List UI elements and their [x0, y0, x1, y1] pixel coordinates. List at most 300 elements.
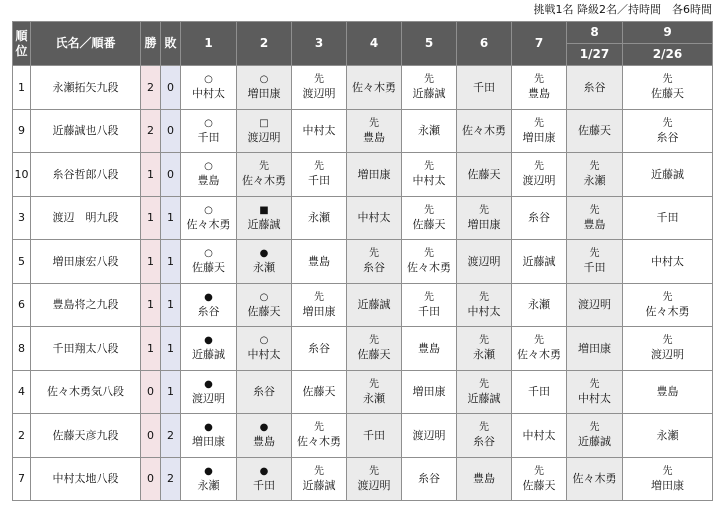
game-cell	[457, 327, 512, 371]
game-cell	[512, 327, 567, 371]
result-mark: 先	[369, 335, 379, 347]
rank-cell: 6	[13, 283, 31, 327]
round-date-8: 1/27	[567, 44, 623, 66]
result-mark: 先	[479, 204, 489, 216]
game-cell	[402, 283, 457, 327]
opponent-name: 糸谷	[583, 80, 606, 94]
opponent-name: 佐藤天	[578, 124, 611, 138]
opponent-name: 増田康	[302, 304, 336, 318]
opponent-name: 糸谷	[253, 385, 275, 399]
opponent-name: 佐藤天	[522, 478, 556, 492]
table-row	[13, 327, 713, 371]
result-mark: 先	[314, 74, 324, 86]
opponent-name: 永瀬	[418, 124, 440, 138]
opponent-name: 佐藤天	[192, 261, 225, 275]
result-mark: ●	[259, 248, 269, 260]
result-mark: ○	[204, 248, 213, 260]
opponent-name: 増田康	[578, 341, 611, 355]
result-mark: ●	[259, 422, 269, 434]
round-header-9: 9	[623, 22, 713, 44]
game-cell	[237, 66, 292, 110]
player-name: 永瀬拓矢九段	[31, 66, 141, 110]
opponent-name: 近藤誠	[412, 87, 446, 101]
game-cell	[402, 370, 457, 414]
result-mark: 先	[369, 465, 379, 477]
game-cell	[512, 283, 567, 327]
game-cell	[623, 196, 713, 240]
game-cell	[567, 240, 623, 284]
opponent-name: 豊島	[656, 385, 679, 399]
player-name: 増田康宏八段	[31, 240, 141, 284]
game-cell	[402, 457, 457, 501]
opponent-name: 渡辺明	[651, 348, 684, 362]
game-cell	[181, 370, 237, 414]
rank-header: 順位	[13, 22, 31, 66]
game-cell	[347, 153, 402, 197]
game-cell	[292, 327, 347, 371]
table-row	[13, 196, 713, 240]
player-name: 糸谷哲郎八段	[31, 153, 141, 197]
game-cell	[237, 240, 292, 284]
table-header	[13, 22, 713, 66]
game-cell	[512, 153, 567, 197]
opponent-name: 千田	[656, 211, 679, 225]
opponent-name: 増田康	[412, 385, 446, 399]
wins-cell: 2	[141, 109, 161, 153]
result-mark: ●	[204, 378, 213, 390]
game-cell	[292, 153, 347, 197]
round-header-6: 6	[457, 22, 512, 66]
result-mark: 先	[369, 378, 379, 390]
result-mark: ●	[259, 465, 269, 477]
league-rules-note: 挑戦1名 降級2名／持時間 各6時間	[533, 3, 712, 16]
opponent-name: 千田	[308, 174, 330, 188]
game-cell	[457, 66, 512, 110]
game-cell	[347, 457, 402, 501]
losses-cell: 0	[161, 109, 181, 153]
player-name: 千田翔太八段	[31, 327, 141, 371]
game-cell	[237, 283, 292, 327]
game-cell	[567, 370, 623, 414]
wins-cell: 1	[141, 196, 161, 240]
game-cell	[402, 196, 457, 240]
round-header-2: 2	[237, 22, 292, 66]
game-cell	[292, 414, 347, 458]
losses-cell: 1	[161, 327, 181, 371]
opponent-name: 中村太	[357, 211, 391, 225]
game-cell	[402, 240, 457, 284]
opponent-name: 中村太	[578, 391, 611, 405]
losses-cell: 0	[161, 153, 181, 197]
game-cell	[402, 109, 457, 153]
opponent-name: 中村太	[651, 254, 684, 268]
opponent-name: 中村太	[412, 174, 446, 188]
game-cell	[347, 414, 402, 458]
game-cell	[181, 283, 237, 327]
player-name: 渡辺 明九段	[31, 196, 141, 240]
opponent-name: 豊島	[418, 341, 440, 355]
game-cell	[512, 240, 567, 284]
game-cell	[292, 66, 347, 110]
game-cell	[347, 370, 402, 414]
opponent-name: 千田	[583, 261, 606, 275]
game-cell	[402, 66, 457, 110]
losses-cell: 1	[161, 283, 181, 327]
game-cell	[623, 457, 713, 501]
opponent-name: 中村太	[247, 348, 281, 362]
result-mark: 先	[479, 291, 489, 303]
table-row	[13, 414, 713, 458]
rank-cell: 3	[13, 196, 31, 240]
game-cell	[237, 414, 292, 458]
opponent-name: 近藤誠	[578, 435, 611, 449]
opponent-name: 増田康	[467, 217, 501, 231]
player-name: 豊島将之九段	[31, 283, 141, 327]
opponent-name: 佐々木勇	[352, 80, 396, 94]
opponent-name: 永瀬	[253, 261, 275, 275]
opponent-name: 豊島	[583, 217, 606, 231]
opponent-name: 佐々木勇	[186, 217, 231, 231]
result-mark: 先	[479, 422, 489, 434]
result-mark: 先	[589, 248, 600, 260]
game-cell	[292, 283, 347, 327]
opponent-name: 佐藤天	[412, 217, 446, 231]
opponent-name: 増田康	[247, 87, 281, 101]
losses-cell: 1	[161, 196, 181, 240]
opponent-name: 永瀬	[528, 298, 550, 312]
result-mark: 先	[314, 465, 324, 477]
game-cell	[402, 414, 457, 458]
result-mark: ○	[204, 204, 213, 216]
wins-cell: 0	[141, 414, 161, 458]
opponent-name: 中村太	[467, 304, 501, 318]
rank-cell: 8	[13, 327, 31, 371]
wins-cell: 0	[141, 457, 161, 501]
result-mark: 先	[424, 74, 434, 86]
opponent-name: 佐々木勇	[407, 261, 451, 275]
opponent-name: 豊島	[363, 130, 385, 144]
wins-cell: 1	[141, 153, 161, 197]
opponent-name: 渡辺明	[412, 428, 446, 442]
rank-cell: 2	[13, 414, 31, 458]
game-cell	[567, 283, 623, 327]
result-mark: 先	[662, 74, 673, 86]
opponent-name: 佐々木勇	[645, 304, 690, 318]
result-mark: ○	[204, 117, 213, 129]
game-cell	[292, 370, 347, 414]
rank-cell: 4	[13, 370, 31, 414]
opponent-name: 千田	[253, 478, 275, 492]
opponent-name: 渡辺明	[302, 87, 336, 101]
opponent-name: 千田	[418, 304, 440, 318]
opponent-name: 豊島	[308, 254, 330, 268]
player-name: 中村太地八段	[31, 457, 141, 501]
game-cell	[623, 414, 713, 458]
game-cell	[402, 327, 457, 371]
opponent-name: 千田	[197, 130, 220, 144]
result-mark: □	[259, 117, 269, 129]
table-body	[13, 66, 713, 501]
game-cell	[237, 196, 292, 240]
opponent-name: 佐々木勇	[242, 174, 286, 188]
game-cell	[181, 457, 237, 501]
game-cell	[347, 66, 402, 110]
game-cell	[512, 196, 567, 240]
opponent-name: 渡辺明	[192, 391, 225, 405]
opponent-name: 永瀬	[473, 348, 495, 362]
round-header-8: 8	[567, 22, 623, 44]
game-cell	[237, 457, 292, 501]
result-mark: 先	[534, 161, 544, 173]
opponent-name: 渡辺明	[357, 478, 391, 492]
round-header-1: 1	[181, 22, 237, 66]
opponent-name: 千田	[363, 428, 385, 442]
round-header-3: 3	[292, 22, 347, 66]
result-mark: 先	[534, 117, 544, 129]
game-cell	[181, 327, 237, 371]
result-mark: 先	[424, 204, 434, 216]
opponent-name: 中村太	[302, 124, 336, 138]
opponent-name: 増田康	[357, 167, 391, 181]
game-cell	[457, 109, 512, 153]
game-cell	[567, 109, 623, 153]
wins-cell: 1	[141, 327, 161, 371]
result-mark: 先	[589, 422, 600, 434]
losses-cell: 1	[161, 370, 181, 414]
result-mark: 先	[589, 204, 600, 216]
game-cell	[237, 109, 292, 153]
table-row	[13, 283, 713, 327]
game-cell	[292, 109, 347, 153]
game-cell	[567, 153, 623, 197]
opponent-name: 近藤誠	[302, 478, 336, 492]
opponent-name: 佐藤天	[467, 167, 501, 181]
wins-header: 勝	[141, 22, 161, 66]
player-name: 佐々木勇気八段	[31, 370, 141, 414]
game-cell	[623, 283, 713, 327]
rank-cell: 9	[13, 109, 31, 153]
header-row	[13, 22, 713, 44]
result-mark: 先	[662, 335, 673, 347]
opponent-name: 豊島	[197, 174, 220, 188]
opponent-name: 近藤誠	[522, 254, 556, 268]
game-cell	[457, 196, 512, 240]
result-mark: ●	[204, 335, 213, 347]
result-mark: 先	[662, 291, 673, 303]
opponent-name: 佐々木勇	[462, 124, 506, 138]
result-mark: 先	[534, 335, 544, 347]
opponent-name: 増田康	[522, 130, 556, 144]
game-cell	[181, 153, 237, 197]
wins-cell: 0	[141, 370, 161, 414]
opponent-name: 糸谷	[308, 341, 330, 355]
opponent-name: 永瀬	[583, 174, 606, 188]
game-cell	[347, 109, 402, 153]
opponent-name: 佐々木勇	[517, 348, 561, 362]
opponent-name: 糸谷	[197, 304, 220, 318]
table-row	[13, 457, 713, 501]
opponent-name: 永瀬	[308, 211, 330, 225]
opponent-name: 豊島	[253, 435, 275, 449]
game-cell	[347, 283, 402, 327]
opponent-name: 近藤誠	[192, 348, 225, 362]
opponent-name: 佐藤天	[247, 304, 281, 318]
game-cell	[512, 66, 567, 110]
game-cell	[457, 414, 512, 458]
opponent-name: 永瀬	[656, 428, 679, 442]
result-mark: 先	[369, 117, 379, 129]
opponent-name: 永瀬	[197, 478, 220, 492]
game-cell	[457, 240, 512, 284]
losses-header: 敗	[161, 22, 181, 66]
opponent-name: 佐々木勇	[297, 435, 341, 449]
game-cell	[237, 370, 292, 414]
result-mark: ●	[204, 465, 213, 477]
result-mark: 先	[424, 291, 434, 303]
player-name: 近藤誠也八段	[31, 109, 141, 153]
opponent-name: 糸谷	[418, 472, 440, 486]
rank-cell: 5	[13, 240, 31, 284]
game-cell	[623, 66, 713, 110]
game-cell	[402, 153, 457, 197]
result-mark: 先	[479, 335, 489, 347]
result-mark: ○	[259, 335, 269, 347]
wins-cell: 1	[141, 283, 161, 327]
result-mark: 先	[589, 161, 600, 173]
opponent-name: 糸谷	[473, 435, 495, 449]
opponent-name: 千田	[528, 385, 550, 399]
game-cell	[623, 153, 713, 197]
opponent-name: 佐藤天	[357, 348, 391, 362]
result-mark: ○	[204, 74, 213, 86]
opponent-name: 渡辺明	[247, 130, 281, 144]
result-mark: 先	[369, 248, 379, 260]
game-cell	[181, 109, 237, 153]
game-cell	[181, 66, 237, 110]
round-header-7: 7	[512, 22, 567, 66]
game-cell	[457, 153, 512, 197]
losses-cell: 1	[161, 240, 181, 284]
result-mark: 先	[314, 291, 324, 303]
table-row	[13, 109, 713, 153]
game-cell	[512, 370, 567, 414]
opponent-name: 近藤誠	[651, 167, 684, 181]
game-cell	[292, 457, 347, 501]
opponent-name: 渡辺明	[467, 254, 501, 268]
round-header-5: 5	[402, 22, 457, 66]
losses-cell: 2	[161, 457, 181, 501]
game-cell	[181, 196, 237, 240]
result-mark: ○	[259, 74, 269, 86]
game-cell	[623, 109, 713, 153]
game-cell	[623, 240, 713, 284]
opponent-name: 豊島	[528, 87, 550, 101]
opponent-name: 近藤誠	[247, 217, 281, 231]
rank-cell: 10	[13, 153, 31, 197]
game-cell	[623, 370, 713, 414]
result-mark: ■	[259, 204, 269, 216]
game-cell	[237, 327, 292, 371]
result-mark: 先	[259, 161, 269, 173]
opponent-name: 増田康	[192, 435, 225, 449]
result-mark: 先	[479, 378, 489, 390]
result-mark: 先	[589, 378, 600, 390]
result-mark: ○	[259, 291, 269, 303]
result-mark: ●	[204, 422, 213, 434]
result-mark: 先	[534, 74, 544, 86]
opponent-name: 渡辺明	[578, 298, 611, 312]
result-mark: ○	[204, 161, 213, 173]
game-cell	[347, 196, 402, 240]
result-mark: ●	[204, 291, 213, 303]
result-mark: 先	[662, 465, 673, 477]
result-mark: 先	[314, 161, 324, 173]
result-mark: 先	[662, 117, 673, 129]
game-cell	[567, 457, 623, 501]
opponent-name: 中村太	[522, 428, 556, 442]
opponent-name: 永瀬	[363, 391, 385, 405]
opponent-name: 中村太	[192, 87, 225, 101]
table-row	[13, 66, 713, 110]
opponent-name: 増田康	[651, 478, 684, 492]
game-cell	[512, 414, 567, 458]
game-cell	[181, 414, 237, 458]
opponent-name: 渡辺明	[522, 174, 556, 188]
result-mark: 先	[424, 248, 434, 260]
game-cell	[567, 327, 623, 371]
rank-cell: 1	[13, 66, 31, 110]
opponent-name: 近藤誠	[467, 391, 501, 405]
wins-cell: 1	[141, 240, 161, 284]
opponent-name: 糸谷	[363, 261, 385, 275]
table-row	[13, 153, 713, 197]
result-mark: 先	[534, 465, 544, 477]
opponent-name: 糸谷	[528, 211, 550, 225]
game-cell	[567, 66, 623, 110]
result-mark: 先	[314, 422, 324, 434]
opponent-name: 千田	[473, 80, 495, 94]
name-header: 氏名／順番	[31, 22, 141, 66]
game-cell	[512, 109, 567, 153]
opponent-name: 佐藤天	[651, 87, 684, 101]
player-name: 佐藤天彦九段	[31, 414, 141, 458]
rank-cell: 7	[13, 457, 31, 501]
round-date-9: 2/26	[623, 44, 713, 66]
game-cell	[567, 196, 623, 240]
game-cell	[623, 327, 713, 371]
game-cell	[457, 370, 512, 414]
losses-cell: 0	[161, 66, 181, 110]
table-row	[13, 240, 713, 284]
round-header-4: 4	[347, 22, 402, 66]
opponent-name: 佐々木勇	[572, 472, 617, 486]
table-row	[13, 370, 713, 414]
opponent-name: 佐藤天	[302, 385, 336, 399]
game-cell	[292, 240, 347, 284]
game-cell	[457, 457, 512, 501]
opponent-name: 近藤誠	[357, 298, 391, 312]
game-cell	[181, 240, 237, 284]
game-cell	[347, 240, 402, 284]
game-cell	[347, 327, 402, 371]
game-cell	[237, 153, 292, 197]
losses-cell: 2	[161, 414, 181, 458]
game-cell	[292, 196, 347, 240]
opponent-name: 糸谷	[656, 130, 679, 144]
game-cell	[512, 457, 567, 501]
game-cell	[567, 414, 623, 458]
game-cell	[457, 283, 512, 327]
